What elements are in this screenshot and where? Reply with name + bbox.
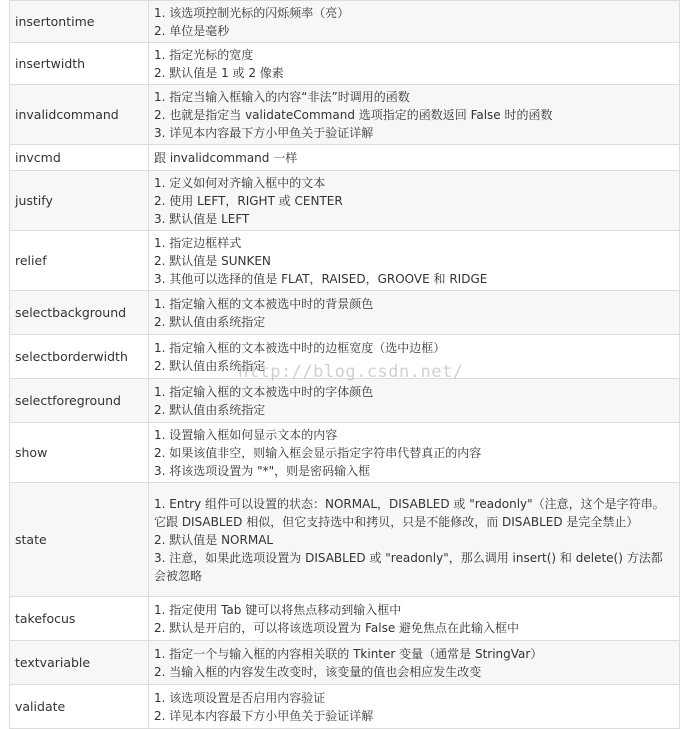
option-name-cell: textvariable bbox=[10, 641, 149, 685]
option-description-cell bbox=[149, 597, 680, 641]
description-line: 1. 定义如何对齐输入框中的文本 bbox=[154, 175, 326, 190]
option-description-cell bbox=[149, 483, 680, 597]
description-line: 1. 指定光标的宽度 bbox=[154, 47, 254, 62]
option-name-cell: takefocus bbox=[10, 597, 149, 641]
table-row bbox=[10, 379, 680, 423]
description-line: 2. 默认值是 NORMAL bbox=[154, 532, 274, 547]
description-line: 3. 默认值是 LEFT bbox=[154, 211, 250, 226]
description-line: 2. 默认是开启的，可以将该选项设置为 False 避免焦点在此输入框中 bbox=[154, 620, 520, 635]
option-name-cell: validate bbox=[10, 685, 149, 729]
description-line: 3. 注意，如果此选项设置为 DISABLED 或 "readonly"，那么调用 insert() 和 delete() 方法都会被忽略 bbox=[154, 550, 663, 583]
option-name-cell: insertwidth bbox=[10, 43, 149, 85]
description-line: 2. 详见本内容最下方小甲鱼关于验证详解 bbox=[154, 708, 374, 723]
option-description-cell bbox=[149, 335, 680, 379]
description-line: 3. 将该选项设置为 "*"，则是密码输入框 bbox=[154, 463, 371, 478]
watermark: http://blog.csdn.net/ bbox=[238, 362, 464, 382]
description-line: 1. 指定输入框的文本被选中时的字体颜色 bbox=[154, 384, 374, 399]
option-name-cell: relief bbox=[10, 231, 149, 291]
description-line: 1. 该选项控制光标的闪烁频率（亮） bbox=[154, 5, 350, 20]
table-row bbox=[10, 291, 680, 335]
option-name-cell: invalidcommand bbox=[10, 85, 149, 145]
option-description-cell bbox=[149, 43, 680, 85]
description-line: 1. 设置输入框如何显示文本的内容 bbox=[154, 427, 338, 442]
option-name-cell: selectforeground bbox=[10, 379, 149, 423]
table-row bbox=[10, 85, 680, 145]
table-row bbox=[10, 685, 680, 729]
table-row bbox=[10, 423, 680, 483]
option-name-cell: selectbackground bbox=[10, 291, 149, 335]
description-line: 2. 默认值是 1 或 2 像素 bbox=[154, 65, 284, 80]
description-line: 2. 使用 LEFT，RIGHT 或 CENTER bbox=[154, 193, 343, 208]
description-line: 1. 指定输入框的文本被选中时的背景颜色 bbox=[154, 296, 374, 311]
table-row bbox=[10, 483, 680, 597]
option-description-cell bbox=[149, 231, 680, 291]
option-description-cell bbox=[149, 171, 680, 231]
description-line: 1. 指定边框样式 bbox=[154, 235, 242, 250]
table-row bbox=[10, 43, 680, 85]
option-description-cell bbox=[149, 423, 680, 483]
option-description-cell bbox=[149, 641, 680, 685]
options-table bbox=[9, 0, 680, 729]
description-line: 2. 默认值是 SUNKEN bbox=[154, 253, 271, 268]
description-line: 2. 也就是指定当 validateCommand 选项指定的函数返回 False 时的函数 bbox=[154, 107, 553, 122]
options-table-body bbox=[10, 1, 680, 729]
option-name-cell: insertontime bbox=[10, 1, 149, 43]
option-description-cell bbox=[149, 379, 680, 423]
description-line: 3. 其他可以选择的值是 FLAT，RAISED，GROOVE 和 RIDGE bbox=[154, 271, 488, 286]
option-name-cell: justify bbox=[10, 171, 149, 231]
table-row bbox=[10, 597, 680, 641]
description-line: 2. 当输入框的内容发生改变时，该变量的值也会相应发生改变 bbox=[154, 664, 482, 679]
description-line: 1. 指定一个与输入框的内容相关联的 Tkinter 变量（通常是 StringVar） bbox=[154, 646, 543, 661]
option-name-cell: show bbox=[10, 423, 149, 483]
description-line: 1. 指定输入框的文本被选中时的边框宽度（选中边框） bbox=[154, 340, 446, 355]
option-description-cell bbox=[149, 685, 680, 729]
description-line: 3. 详见本内容最下方小甲鱼关于验证详解 bbox=[154, 125, 374, 140]
option-name-cell: invcmd bbox=[10, 145, 149, 171]
option-name-cell: selectborderwidth bbox=[10, 335, 149, 379]
description-line: 2. 默认值由系统指定 bbox=[154, 402, 266, 417]
table-row bbox=[10, 335, 680, 379]
description-line: 1. 指定当输入框输入的内容“非法”时调用的函数 bbox=[154, 89, 410, 104]
description-line: 2. 如果该值非空，则输入框会显示指定字符串代替真正的内容 bbox=[154, 445, 482, 460]
table-row bbox=[10, 171, 680, 231]
table-row bbox=[10, 145, 680, 171]
description-line: 1. 该选项设置是否启用内容验证 bbox=[154, 690, 326, 705]
option-description-cell bbox=[149, 145, 680, 171]
description-line: 1. Entry 组件可以设置的状态：NORMAL，DISABLED 或 "readonly"（注意，这个是字符串。它跟 DISABLED 相似，但它支持选中和拷贝，只是不能修改，而 DISABLED 是完全禁止） bbox=[154, 496, 665, 529]
description-line: 2. 单位是毫秒 bbox=[154, 23, 230, 38]
description-line: 2. 默认值由系统指定 bbox=[154, 358, 266, 373]
table-row bbox=[10, 1, 680, 43]
table-row bbox=[10, 231, 680, 291]
option-description-cell bbox=[149, 291, 680, 335]
option-name-cell: state bbox=[10, 483, 149, 597]
description-line: 1. 指定使用 Tab 键可以将焦点移动到输入框中 bbox=[154, 602, 402, 617]
description-line: 跟 invalidcommand 一样 bbox=[154, 150, 298, 165]
table-row bbox=[10, 641, 680, 685]
option-description-cell bbox=[149, 1, 680, 43]
option-description-cell bbox=[149, 85, 680, 145]
description-line: 2. 默认值由系统指定 bbox=[154, 314, 266, 329]
